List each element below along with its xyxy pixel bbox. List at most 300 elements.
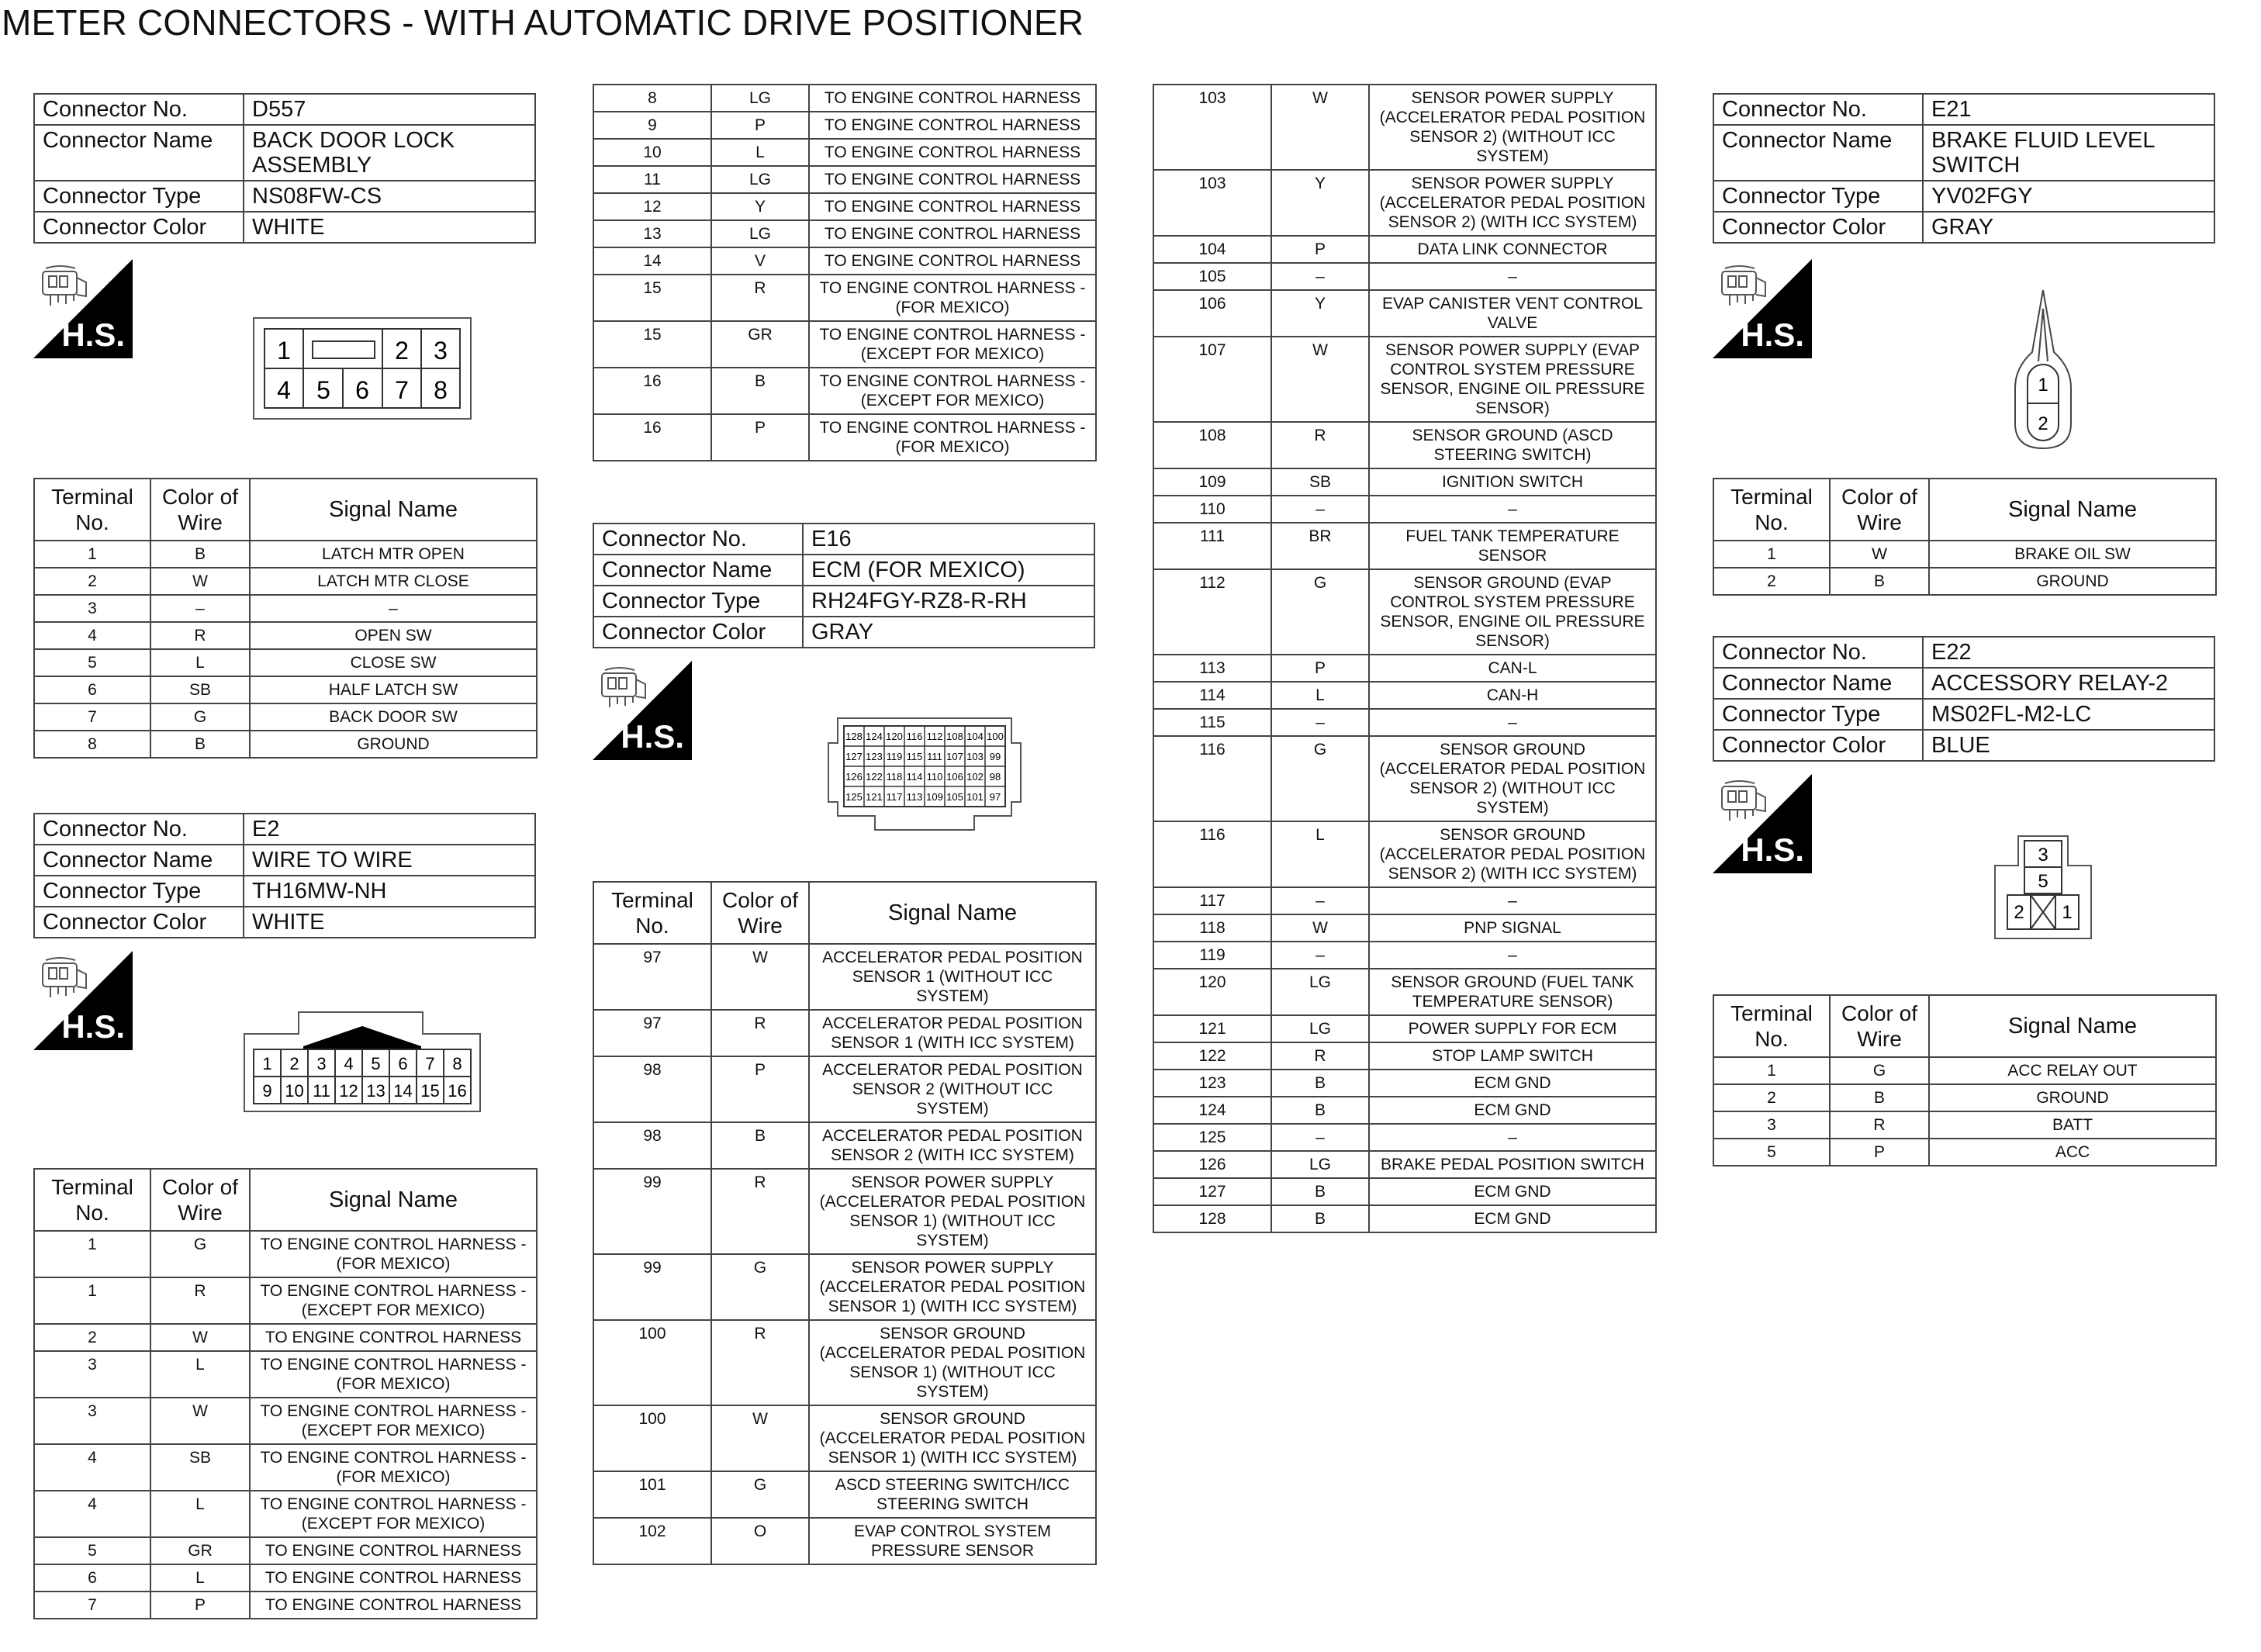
color-cell: R	[711, 1010, 809, 1056]
signal-cell: IGNITION SWITCH	[1369, 468, 1656, 496]
color-cell: R	[1271, 422, 1369, 468]
signal-cell: TO ENGINE CONTROL HARNESS	[250, 1537, 537, 1564]
d557-pin: 1	[277, 337, 291, 365]
e16-pin: 122	[866, 771, 883, 783]
table-row	[593, 1320, 1096, 1405]
terminal-cell: 101	[593, 1471, 711, 1518]
e16-info	[593, 523, 1095, 648]
e16-pin: 107	[946, 751, 963, 762]
color-cell: W	[150, 1398, 250, 1444]
info-label: Connector Color	[593, 617, 803, 648]
e21-pin: 1	[2038, 375, 2048, 396]
signal-cell: SENSOR GROUND (ACCELERATOR PEDAL POSITION SENSOR 2) (WITH ICC SYSTEM)	[1369, 821, 1656, 887]
info-label: Connector Color	[1713, 730, 1923, 761]
table-row	[1153, 290, 1656, 337]
e2-pin: 8	[452, 1054, 462, 1073]
table-row	[1153, 1124, 1656, 1151]
e2-pin: 7	[425, 1054, 435, 1073]
table-row	[1153, 682, 1656, 709]
info-row	[593, 524, 1094, 555]
info-value: BLUE	[1923, 730, 2214, 761]
table-row	[34, 1444, 537, 1491]
signal-cell: SENSOR GROUND (ACCELERATOR PEDAL POSITION SENSOR 1) (WITHOUT ICC SYSTEM)	[809, 1320, 1096, 1405]
terminal-cell: 102	[593, 1518, 711, 1564]
terminal-cell: 121	[1153, 1015, 1271, 1042]
color-cell: L	[150, 1351, 250, 1398]
color-cell: G	[150, 703, 250, 731]
header-row	[1713, 995, 2216, 1057]
e2-terminal-block	[33, 1168, 536, 1619]
color-cell: W	[150, 568, 250, 595]
signal-cell: TO ENGINE CONTROL HARNESS - (EXCEPT FOR MEXICO)	[250, 1491, 537, 1537]
color-cell: Y	[1271, 170, 1369, 236]
terminal-cell: 115	[1153, 709, 1271, 736]
e2-pin: 2	[289, 1054, 299, 1073]
table-row	[1713, 1111, 2216, 1139]
color-cell: SB	[150, 676, 250, 703]
e16-pin: 101	[966, 791, 984, 803]
table-row	[34, 568, 537, 595]
e21-connector-diagram	[2010, 287, 2076, 455]
table-row	[593, 1518, 1096, 1564]
color-cell: G	[711, 1471, 809, 1518]
signal-cell: TO ENGINE CONTROL HARNESS	[250, 1324, 537, 1351]
color-cell: L	[150, 649, 250, 676]
info-row	[1713, 94, 2214, 125]
color-cell: –	[1271, 263, 1369, 290]
table-row	[34, 1324, 537, 1351]
page-title: METER CONNECTORS - WITH AUTOMATIC DRIVE POSITIONER	[2, 2, 1084, 43]
e16-pin: 100	[987, 731, 1004, 742]
color-header: Color of Wire	[1830, 479, 1929, 541]
e2-pin: 6	[398, 1054, 408, 1073]
terminal-cell: 128	[1153, 1205, 1271, 1232]
signal-cell: STOP LAMP SWITCH	[1369, 1042, 1656, 1070]
info-value: ACCESSORY RELAY-2	[1923, 668, 2214, 699]
e16-terminal-cont-table	[1153, 84, 1657, 1233]
terminal-cell: 1	[34, 1231, 150, 1277]
info-row	[593, 617, 1094, 648]
header-row	[34, 479, 537, 541]
terminal-cell: 119	[1153, 942, 1271, 969]
color-cell: L	[1271, 682, 1369, 709]
d557-pin: 6	[355, 376, 369, 404]
e2-pin: 1	[262, 1054, 272, 1073]
e2-terminal-cont-table	[593, 84, 1097, 461]
connector-hand-icon	[1719, 264, 1770, 310]
signal-header: Signal Name	[1929, 995, 2216, 1057]
color-cell: G	[1830, 1057, 1929, 1084]
d557-pin: 5	[316, 376, 330, 404]
terminal-cell: 99	[593, 1169, 711, 1254]
color-cell: SB	[150, 1444, 250, 1491]
color-cell: W	[150, 1324, 250, 1351]
color-cell: P	[1271, 236, 1369, 263]
signal-cell: EVAP CANISTER VENT CONTROL VALVE	[1369, 290, 1656, 337]
table-row	[1153, 1205, 1656, 1232]
signal-cell: ACCELERATOR PEDAL POSITION SENSOR 2 (WITH ICC SYSTEM)	[809, 1122, 1096, 1169]
color-cell: G	[1271, 736, 1369, 821]
info-value: E21	[1923, 94, 2214, 125]
color-cell: GR	[150, 1537, 250, 1564]
terminal-cell: 6	[34, 1564, 150, 1592]
e2-pin: 4	[344, 1054, 354, 1073]
hs-label: H.S.	[61, 316, 125, 353]
e22-pin: 1	[2062, 902, 2073, 923]
signal-cell: –	[1369, 887, 1656, 914]
color-cell: –	[1271, 709, 1369, 736]
signal-cell: TO ENGINE CONTROL HARNESS - (EXCEPT FOR MEXICO)	[250, 1398, 537, 1444]
d557-terminal-block	[33, 478, 536, 759]
table-row	[593, 414, 1096, 461]
e16-terminal-table	[593, 881, 1097, 1565]
signal-cell: SENSOR GROUND (EVAP CONTROL SYSTEM PRESSURE SENSOR, ENGINE OIL PRESSURE SENSOR)	[1369, 569, 1656, 655]
e16-info-table	[593, 523, 1095, 648]
color-cell: BR	[1271, 523, 1369, 569]
table-row	[34, 1398, 537, 1444]
table-row	[1153, 1070, 1656, 1097]
e16-pin: 106	[946, 771, 963, 783]
e16-pin: 126	[845, 771, 863, 783]
terminal-cell: 5	[34, 649, 150, 676]
color-cell: LG	[1271, 1015, 1369, 1042]
info-value: D557	[244, 94, 535, 125]
color-cell: LG	[711, 220, 809, 247]
signal-cell: BRAKE PEDAL POSITION SWITCH	[1369, 1151, 1656, 1178]
color-header: Color of Wire	[711, 882, 809, 944]
terminal-cell: 108	[1153, 422, 1271, 468]
table-row	[1153, 263, 1656, 290]
signal-cell: TO ENGINE CONTROL HARNESS	[250, 1564, 537, 1592]
e2-pin: 12	[339, 1081, 358, 1101]
e16-pin: 121	[866, 791, 883, 803]
color-cell: P	[150, 1592, 250, 1619]
table-row	[1153, 655, 1656, 682]
terminal-header: Terminal No.	[1713, 995, 1830, 1057]
color-cell: V	[711, 247, 809, 275]
e22-info-table	[1713, 636, 2215, 762]
info-value: MS02FL-M2-LC	[1923, 699, 2214, 730]
signal-cell: SENSOR POWER SUPPLY (ACCELERATOR PEDAL POSITION SENSOR 2) (WITHOUT ICC SYSTEM)	[1369, 85, 1656, 170]
info-label: Connector No.	[1713, 94, 1923, 125]
e2-pin: 5	[371, 1054, 381, 1073]
table-row	[1713, 1057, 2216, 1084]
e2-info-table	[33, 813, 536, 938]
table-row	[1153, 942, 1656, 969]
table-row	[593, 1471, 1096, 1518]
table-row	[593, 944, 1096, 1010]
table-row	[1153, 236, 1656, 263]
e22-pin: 5	[2038, 871, 2048, 892]
signal-cell: TO ENGINE CONTROL HARNESS	[809, 139, 1096, 166]
info-label: Connector Name	[34, 845, 244, 876]
info-row	[593, 586, 1094, 617]
table-row	[34, 622, 537, 649]
table-row	[1153, 468, 1656, 496]
terminal-cell: 3	[34, 1398, 150, 1444]
table-row	[1153, 969, 1656, 1015]
e16-pin: 123	[866, 751, 883, 762]
color-cell: B	[1830, 568, 1929, 595]
color-cell: –	[1271, 887, 1369, 914]
signal-cell: SENSOR GROUND (FUEL TANK TEMPERATURE SENSOR)	[1369, 969, 1656, 1015]
e16-pin: 97	[989, 791, 1001, 803]
signal-cell: SENSOR POWER SUPPLY (EVAP CONTROL SYSTEM PRESSURE SENSOR, ENGINE OIL PRESSURE SENSOR)	[1369, 337, 1656, 422]
info-row	[1713, 212, 2214, 243]
terminal-cell: 116	[1153, 736, 1271, 821]
table-row	[1713, 1084, 2216, 1111]
e16-pin: 113	[906, 791, 923, 803]
e2-info	[33, 813, 536, 938]
signal-cell: SENSOR GROUND (ACCELERATOR PEDAL POSITION SENSOR 2) (WITHOUT ICC SYSTEM)	[1369, 736, 1656, 821]
e16-terminal-block	[593, 881, 1095, 1565]
info-label: Connector Name	[593, 555, 803, 586]
color-cell: G	[1271, 569, 1369, 655]
signal-cell: TO ENGINE CONTROL HARNESS	[250, 1592, 537, 1619]
signal-cell: TO ENGINE CONTROL HARNESS - (FOR MEXICO)	[250, 1444, 537, 1491]
header-row	[593, 882, 1096, 944]
table-row	[1153, 523, 1656, 569]
e22-terminal-table	[1713, 994, 2217, 1166]
color-cell: R	[711, 1320, 809, 1405]
table-row	[593, 1169, 1096, 1254]
info-label: Connector No.	[593, 524, 803, 555]
terminal-cell: 98	[593, 1122, 711, 1169]
terminal-cell: 125	[1153, 1124, 1271, 1151]
info-row	[1713, 730, 2214, 761]
signal-cell: ECM GND	[1369, 1205, 1656, 1232]
info-row	[34, 125, 535, 181]
connector-hand-icon	[40, 956, 91, 1002]
signal-cell: ACCELERATOR PEDAL POSITION SENSOR 2 (WITHOUT ICC SYSTEM)	[809, 1056, 1096, 1122]
table-row	[1153, 914, 1656, 942]
color-cell: –	[1271, 1124, 1369, 1151]
terminal-cell: 14	[593, 247, 711, 275]
signal-cell: GROUND	[1929, 1084, 2216, 1111]
info-value: YV02FGY	[1923, 181, 2214, 212]
info-value: ECM (FOR MEXICO)	[803, 555, 1094, 586]
signal-cell: GROUND	[250, 731, 537, 758]
color-cell: G	[150, 1231, 250, 1277]
info-value: WIRE TO WIRE	[244, 845, 535, 876]
signal-cell: SENSOR POWER SUPPLY (ACCELERATOR PEDAL POSITION SENSOR 1) (WITHOUT ICC SYSTEM)	[809, 1169, 1096, 1254]
info-row	[34, 845, 535, 876]
terminal-cell: 4	[34, 622, 150, 649]
terminal-cell: 100	[593, 1320, 711, 1405]
e16-pin: 105	[946, 791, 963, 803]
terminal-cell: 122	[1153, 1042, 1271, 1070]
signal-cell: SENSOR POWER SUPPLY (ACCELERATOR PEDAL POSITION SENSOR 2) (WITH ICC SYSTEM)	[1369, 170, 1656, 236]
info-label: Connector Type	[1713, 181, 1923, 212]
table-row	[34, 541, 537, 568]
terminal-cell: 110	[1153, 496, 1271, 523]
e2-terminal-table	[33, 1168, 538, 1619]
connector-hand-icon	[40, 264, 91, 310]
signal-cell: TO ENGINE CONTROL HARNESS - (FOR MEXICO)	[250, 1351, 537, 1398]
e2-pin: 13	[366, 1081, 385, 1101]
signal-cell: TO ENGINE CONTROL HARNESS	[809, 247, 1096, 275]
table-row	[593, 166, 1096, 193]
info-label: Connector Name	[34, 125, 244, 181]
table-row	[1153, 85, 1656, 170]
terminal-cell: 11	[593, 166, 711, 193]
e16-pin: 103	[966, 751, 984, 762]
signal-cell: ECM GND	[1369, 1178, 1656, 1205]
table-row	[1153, 709, 1656, 736]
e21-hs-badge	[1713, 259, 1812, 358]
e16-pin: 99	[989, 751, 1001, 762]
e2-terminal-cont-block	[593, 84, 1095, 461]
color-cell: P	[1830, 1139, 1929, 1166]
info-label: Connector Name	[1713, 668, 1923, 699]
color-cell: –	[1271, 496, 1369, 523]
info-label: Connector Color	[1713, 212, 1923, 243]
d557-terminal-table	[33, 478, 538, 759]
table-row	[593, 321, 1096, 368]
e2-pin: 9	[262, 1081, 272, 1101]
table-row	[1153, 496, 1656, 523]
color-cell: SB	[1271, 468, 1369, 496]
info-label: Connector No.	[1713, 637, 1923, 668]
e16-hs-badge	[593, 661, 692, 760]
color-cell: L	[150, 1491, 250, 1537]
terminal-cell: 99	[593, 1254, 711, 1320]
e16-pin: 110	[926, 771, 943, 783]
signal-cell: ACC RELAY OUT	[1929, 1057, 2216, 1084]
signal-cell: POWER SUPPLY FOR ECM	[1369, 1015, 1656, 1042]
e2-pin: 11	[313, 1081, 330, 1101]
signal-cell: CLOSE SW	[250, 649, 537, 676]
table-row	[593, 1122, 1096, 1169]
table-row	[34, 676, 537, 703]
signal-cell: ASCD STEERING SWITCH/ICC STEERING SWITCH	[809, 1471, 1096, 1518]
terminal-cell: 126	[1153, 1151, 1271, 1178]
signal-cell: SENSOR POWER SUPPLY (ACCELERATOR PEDAL POSITION SENSOR 1) (WITH ICC SYSTEM)	[809, 1254, 1096, 1320]
color-cell: B	[1830, 1084, 1929, 1111]
signal-cell: ECM GND	[1369, 1070, 1656, 1097]
terminal-cell: 13	[593, 220, 711, 247]
info-label: Connector No.	[34, 94, 244, 125]
signal-cell: –	[1369, 709, 1656, 736]
color-cell: R	[1830, 1111, 1929, 1139]
terminal-cell: 103	[1153, 170, 1271, 236]
d557-connector-diagram	[252, 316, 472, 424]
e16-connector-diagram	[822, 707, 1027, 842]
info-row	[34, 814, 535, 845]
terminal-header: Terminal No.	[593, 882, 711, 944]
table-row	[1153, 170, 1656, 236]
terminal-cell: 104	[1153, 236, 1271, 263]
signal-cell: SENSOR GROUND (ASCD STEERING SWITCH)	[1369, 422, 1656, 468]
info-row	[34, 907, 535, 938]
e16-pin: 104	[966, 731, 984, 742]
info-value: TH16MW-NH	[244, 876, 535, 907]
e16-pin: 128	[845, 731, 863, 742]
info-value: BACK DOOR LOCK ASSEMBLY	[244, 125, 535, 181]
table-row	[593, 368, 1096, 414]
table-row	[1153, 1178, 1656, 1205]
signal-cell: –	[1369, 263, 1656, 290]
terminal-cell: 103	[1153, 85, 1271, 170]
table-row	[34, 649, 537, 676]
terminal-cell: 116	[1153, 821, 1271, 887]
info-row	[1713, 125, 2214, 181]
info-label: Connector Type	[34, 876, 244, 907]
e21-info	[1713, 93, 2215, 244]
signal-cell: PNP SIGNAL	[1369, 914, 1656, 942]
color-cell: –	[150, 595, 250, 622]
table-row	[593, 220, 1096, 247]
info-row	[593, 555, 1094, 586]
table-row	[34, 1537, 537, 1564]
info-value: WHITE	[244, 212, 535, 243]
color-cell: B	[150, 541, 250, 568]
hs-label: H.S.	[1741, 316, 1804, 353]
color-cell: LG	[1271, 969, 1369, 1015]
terminal-cell: 1	[1713, 541, 1830, 568]
signal-cell: TO ENGINE CONTROL HARNESS	[809, 220, 1096, 247]
terminal-cell: 120	[1153, 969, 1271, 1015]
terminal-cell: 117	[1153, 887, 1271, 914]
info-row	[34, 212, 535, 243]
e16-terminal-cont-block	[1153, 84, 1655, 1233]
terminal-cell: 12	[593, 193, 711, 220]
table-row	[593, 1254, 1096, 1320]
table-row	[1153, 821, 1656, 887]
info-label: Connector Type	[593, 586, 803, 617]
d557-pin: 4	[277, 376, 291, 404]
terminal-cell: 16	[593, 414, 711, 461]
e22-hs-badge	[1713, 774, 1812, 873]
e2-pin: 16	[448, 1081, 467, 1101]
hs-label: H.S.	[1741, 831, 1804, 868]
terminal-cell: 1	[34, 541, 150, 568]
info-row	[1713, 637, 2214, 668]
table-row	[34, 1351, 537, 1398]
terminal-cell: 97	[593, 944, 711, 1010]
terminal-cell: 8	[593, 85, 711, 112]
terminal-cell: 2	[34, 1324, 150, 1351]
d557-info	[33, 93, 536, 244]
terminal-cell: 3	[1713, 1111, 1830, 1139]
terminal-cell: 98	[593, 1056, 711, 1122]
color-cell: R	[150, 622, 250, 649]
terminal-cell: 1	[34, 1277, 150, 1324]
color-cell: B	[1271, 1205, 1369, 1232]
connector-hand-icon	[1719, 779, 1770, 825]
info-row	[1713, 699, 2214, 730]
terminal-header: Terminal No.	[1713, 479, 1830, 541]
table-row	[593, 1056, 1096, 1122]
terminal-cell: 2	[34, 568, 150, 595]
signal-cell: OPEN SW	[250, 622, 537, 649]
signal-header: Signal Name	[809, 882, 1096, 944]
signal-cell: ACCELERATOR PEDAL POSITION SENSOR 1 (WITHOUT ICC SYSTEM)	[809, 944, 1096, 1010]
e2-pin: 15	[420, 1081, 440, 1101]
signal-cell: TO ENGINE CONTROL HARNESS	[809, 112, 1096, 139]
signal-cell: DATA LINK CONNECTOR	[1369, 236, 1656, 263]
table-row	[1153, 1151, 1656, 1178]
terminal-cell: 114	[1153, 682, 1271, 709]
info-label: Connector Color	[34, 212, 244, 243]
e21-terminal-table	[1713, 478, 2217, 596]
signal-cell: –	[1369, 1124, 1656, 1151]
hs-label: H.S.	[61, 1008, 125, 1045]
table-row	[34, 1231, 537, 1277]
info-row	[34, 181, 535, 212]
e16-pin: 127	[845, 751, 863, 762]
info-value: E16	[803, 524, 1094, 555]
